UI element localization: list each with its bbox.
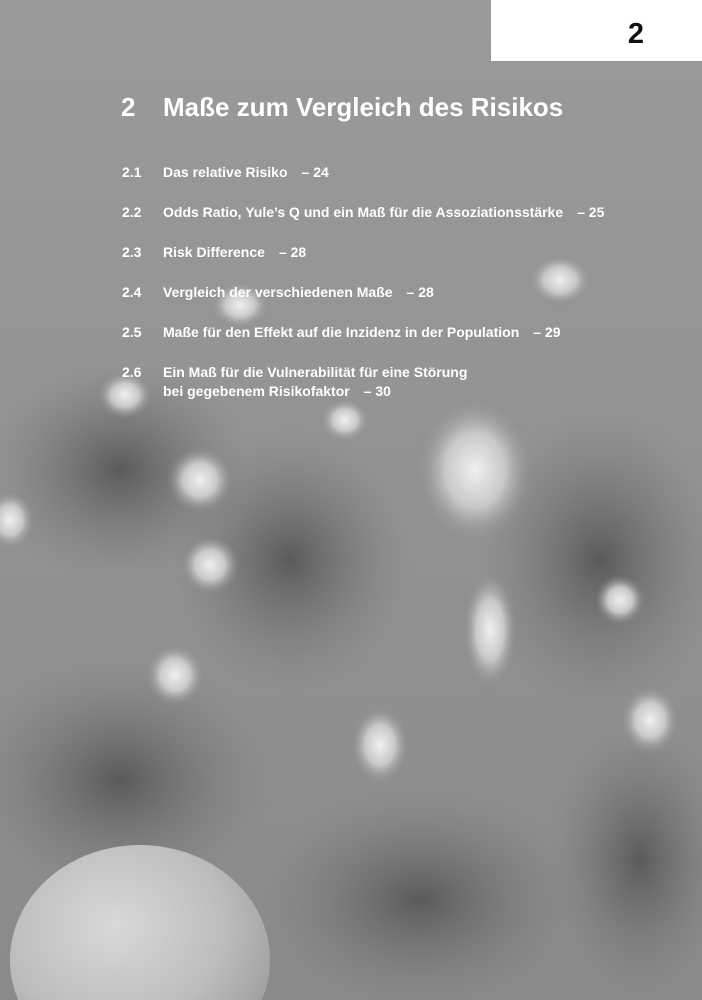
toc-entry-page: – 25 [577, 204, 605, 220]
table-of-contents [122, 163, 682, 422]
toc-entry[interactable] [122, 243, 682, 262]
chapter-title [121, 92, 681, 123]
toc-entry-number: 2.1 [122, 164, 142, 180]
toc-entry-title: Vergleich der verschiedenen Maße [163, 284, 393, 300]
toc-entry-number: 2.5 [122, 324, 142, 340]
toc-entry-title: Risk Difference [163, 244, 265, 260]
toc-entry-page: – 24 [301, 164, 329, 180]
toc-entry[interactable] [122, 163, 682, 182]
toc-entry-page: – 30 [363, 383, 391, 399]
toc-entry[interactable] [122, 363, 682, 401]
toc-entry[interactable] [122, 283, 682, 302]
chapter-title-text: Maße zum Vergleich des Risikos [163, 92, 564, 122]
toc-entry-page: – 28 [278, 244, 307, 260]
toc-entry-title: Das relative Risiko [163, 164, 288, 180]
toc-entry-number: 2.2 [122, 204, 142, 220]
toc-entry[interactable] [122, 323, 682, 342]
toc-entry-title-line2: bei gegebenem Risikofaktor [163, 383, 350, 399]
toc-entry-title-line1: Ein Maß für die Vulnerabilität für eine Störung [163, 364, 468, 380]
toc-entry-number: 2.3 [122, 244, 142, 260]
toc-entry-title: Maße für den Effekt auf die Inzidenz in der Population [163, 324, 520, 340]
toc-entry-number: 2.4 [122, 284, 142, 300]
toc-entry-page: – 28 [406, 284, 434, 300]
toc-entry-number: 2.6 [122, 364, 142, 380]
chapter-tab-number: 2 [627, 18, 644, 50]
chapter-number: 2 [121, 92, 136, 122]
toc-entry-page: – 29 [533, 324, 561, 340]
toc-entry[interactable] [122, 203, 682, 222]
chapter-tab [491, 0, 702, 61]
toc-entry-title: Odds Ratio, Yule’s Q und ein Maß für die Assoziationsstärke [163, 204, 564, 220]
